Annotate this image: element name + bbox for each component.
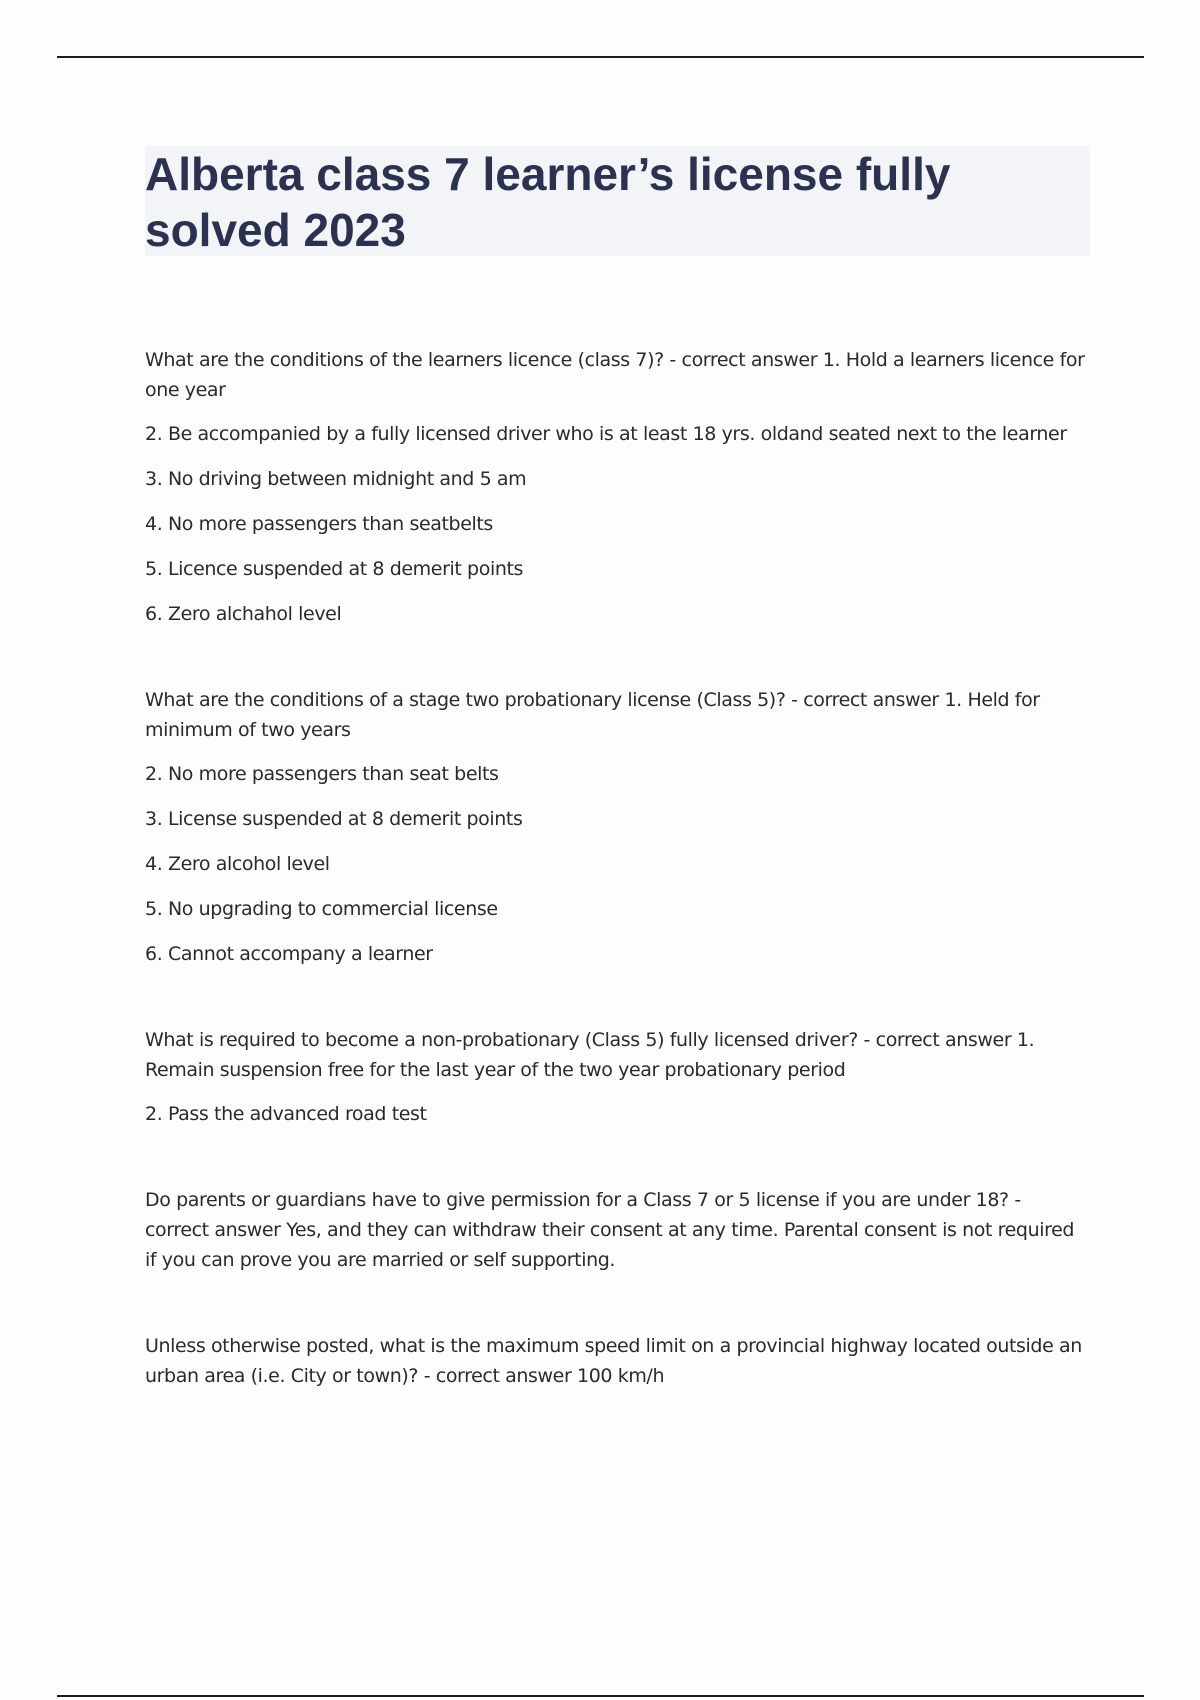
qa-block-2	[145, 685, 1085, 969]
qa-block-5	[145, 1331, 1085, 1391]
answer-item: 6. Cannot accompany a learner	[145, 943, 433, 965]
answer-item: 3. License suspended at 8 demerit points	[145, 808, 523, 830]
answer-item: 3. No driving between midnight and 5 am	[145, 468, 527, 490]
document-title: Alberta class 7 learner’s license fully solved 2023	[145, 148, 951, 256]
answer-item: 4. Zero alcohol level	[145, 853, 330, 875]
question-text: What are the conditions of a stage two probationary license (Class 5)? - correct answer 1. Held for minimum of two years	[145, 689, 1040, 741]
question-text: Unless otherwise posted, what is the maximum speed limit on a provincial highway located outside an urban area (i.e. City or town)? - correct answer 100 km/h	[145, 1335, 1082, 1387]
answer-item: 2. No more passengers than seat belts	[145, 763, 499, 785]
answer-item: 2. Pass the advanced road test	[145, 1103, 427, 1125]
answer-item: 4. No more passengers than seatbelts	[145, 513, 493, 535]
answer-item: 5. Licence suspended at 8 demerit points	[145, 558, 524, 580]
question-text: What are the conditions of the learners licence (class 7)? - correct answer 1. Hold a learners licence for one year	[145, 349, 1085, 401]
qa-block-4	[145, 1185, 1085, 1275]
qa-block-3	[145, 1025, 1085, 1129]
header-rule	[57, 56, 1144, 58]
answer-item: 6. Zero alchahol level	[145, 603, 342, 625]
document-body	[145, 345, 1085, 1447]
qa-block-1	[145, 345, 1085, 629]
answer-item: 2. Be accompanied by a fully licensed driver who is at least 18 yrs. oldand seated next to the learner	[145, 423, 1067, 445]
question-text: What is required to become a non-probationary (Class 5) fully licensed driver? - correct answer 1. Remain suspension free for the last year of the two year probationary period	[145, 1029, 1035, 1081]
question-text: Do parents or guardians have to give permission for a Class 7 or 5 license if you are under 18? - correct answer Yes, and they can withdraw their consent at any time. Parental consent is not required if you can prove you are married or self supporting.	[145, 1189, 1075, 1271]
footer-rule	[57, 1695, 1144, 1697]
answer-item: 5. No upgrading to commercial license	[145, 898, 498, 920]
